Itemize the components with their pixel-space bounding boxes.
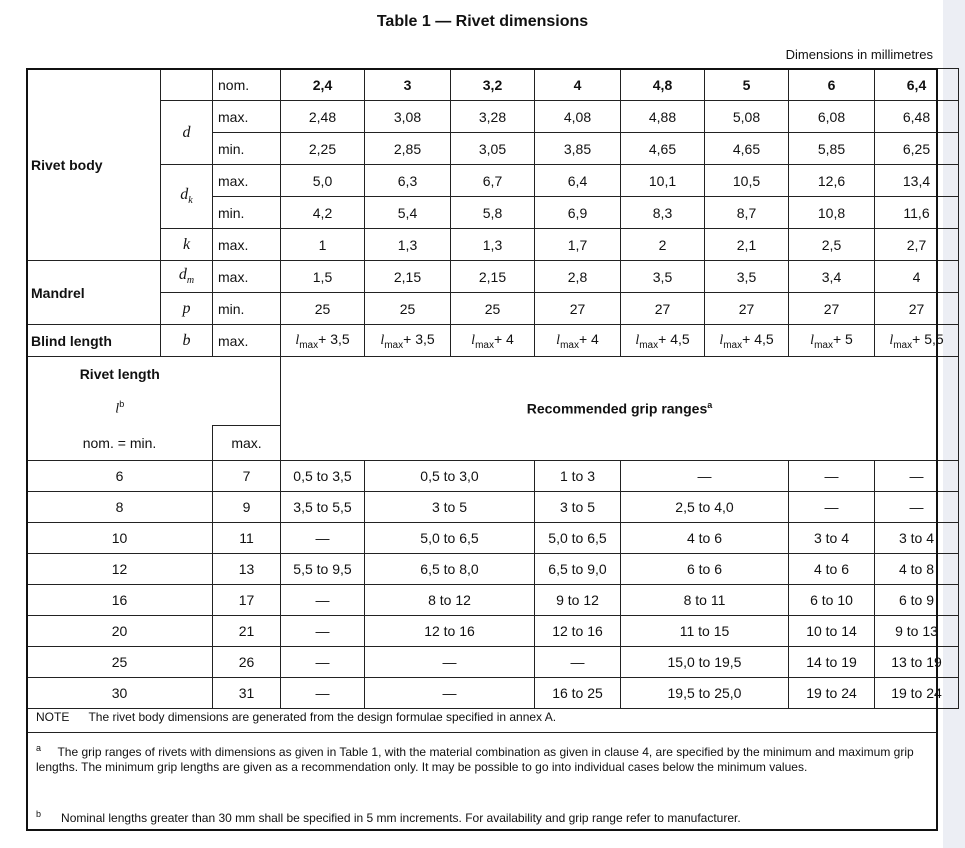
dm-max-cell: 3,4: [789, 261, 875, 293]
rivet-length-symbol-l: l: [115, 401, 120, 417]
grip-range-cell: 0,5 to 3,0: [365, 461, 535, 492]
d-min-cell: 6,25: [875, 133, 959, 165]
qual-min: min.: [213, 197, 281, 229]
blind-l-sub: max: [893, 339, 913, 351]
blind-l: l: [471, 332, 476, 348]
d-max-cell: 6,08: [789, 101, 875, 133]
blind-l: l: [719, 332, 724, 348]
blind-add: + 4: [578, 330, 599, 347]
k-max-cell: 2: [621, 229, 705, 261]
blind-l: l: [295, 332, 300, 348]
dm-max-cell: 1,5: [281, 261, 365, 293]
grip-nom-cell: 8: [27, 492, 213, 523]
dk-min-cell: 10,8: [789, 197, 875, 229]
qual-max: max.: [213, 261, 281, 293]
k-max-cell: 2,1: [705, 229, 789, 261]
nominal-cell: 4: [535, 69, 621, 101]
dimensions-note: Dimensions in millimetres: [785, 47, 933, 62]
blind-l-sub: max: [299, 339, 319, 351]
d-min-cell: 2,25: [281, 133, 365, 165]
grip-range-cell: 9 to 13: [875, 616, 959, 647]
grip-range-cell: —: [789, 492, 875, 523]
dk-min-cell: 11,6: [875, 197, 959, 229]
symbol-b: b: [161, 325, 213, 357]
grip-range-cell: 5,5 to 9,5: [281, 554, 365, 585]
blind-add: + 5,5: [912, 330, 944, 347]
p-min-cell: 25: [451, 293, 535, 325]
blind-add: + 3,5: [318, 330, 350, 347]
grip-nom-cell: 12: [27, 554, 213, 585]
k-max-cell: 1,7: [535, 229, 621, 261]
blind-l-sub: max: [723, 339, 743, 351]
dk-min-cell: 6,9: [535, 197, 621, 229]
p-min-cell: 27: [535, 293, 621, 325]
note-label: NOTE: [36, 710, 70, 724]
blind-add: + 3,5: [403, 330, 435, 347]
blind-add: + 4,5: [742, 330, 774, 347]
symbol-dm-sub: m: [186, 275, 195, 287]
grip-ranges-header-text: Recommended grip ranges: [526, 400, 708, 417]
dm-max-cell: 4: [875, 261, 959, 293]
d-min-cell: 3,85: [535, 133, 621, 165]
grip-nom-cell: 16: [27, 585, 213, 616]
note-text: The rivet body dimensions are generated from the design formulae specified in annex A.: [88, 710, 557, 724]
qual-min: min.: [213, 133, 281, 165]
symbol-d: d: [161, 101, 213, 165]
blind-l: l: [810, 332, 815, 348]
footnote-a-mark: a: [36, 743, 42, 753]
p-min-cell: 27: [875, 293, 959, 325]
grip-max-cell: 7: [213, 461, 281, 492]
grip-range-cell: —: [281, 647, 365, 678]
blind-l-sub: max: [560, 339, 579, 351]
symbol-dk-sub: k: [188, 195, 193, 207]
grip-nom-cell: 25: [27, 647, 213, 678]
symbol-dk-main: d: [180, 186, 189, 204]
blind-add: + 4: [493, 330, 514, 347]
grip-range-cell: 6 to 10: [789, 585, 875, 616]
grip-range-cell: —: [281, 616, 365, 647]
grip-range-cell: 4 to 6: [621, 523, 789, 554]
qual-max: max.: [213, 229, 281, 261]
grip-range-cell: 8 to 12: [365, 585, 535, 616]
grip-max-cell: 26: [213, 647, 281, 678]
grip-range-cell: —: [875, 461, 959, 492]
blind-l: l: [380, 332, 385, 348]
grip-range-cell: —: [365, 678, 535, 709]
d-max-cell: 2,48: [281, 101, 365, 133]
grip-range-cell: 3 to 5: [535, 492, 621, 523]
grip-range-cell: 16 to 25: [535, 678, 621, 709]
d-min-cell: 5,85: [789, 133, 875, 165]
grip-range-cell: 4 to 8: [875, 554, 959, 585]
dm-max-cell: 2,15: [451, 261, 535, 293]
grip-range-cell: 8 to 11: [621, 585, 789, 616]
p-min-cell: 25: [365, 293, 451, 325]
k-max-cell: 1: [281, 229, 365, 261]
blind-l: l: [635, 332, 640, 348]
grip-nom-cell: 20: [27, 616, 213, 647]
grip-range-cell: 0,5 to 3,5: [281, 461, 365, 492]
grip-nom-cell: 6: [27, 461, 213, 492]
grip-max-cell: 9: [213, 492, 281, 523]
nominal-cell: 4,8: [621, 69, 705, 101]
grip-range-cell: 2,5 to 4,0: [621, 492, 789, 523]
grip-max-cell: 31: [213, 678, 281, 709]
grip-range-cell: 6 to 9: [875, 585, 959, 616]
grip-ranges-header-sup: a: [707, 400, 713, 411]
dk-min-cell: 4,2: [281, 197, 365, 229]
group-rivet-body: Rivet body: [27, 69, 161, 261]
blind-l: l: [889, 332, 894, 348]
grip-range-cell: 19 to 24: [875, 678, 959, 709]
p-min-cell: 25: [281, 293, 365, 325]
blind-l-sub: max: [475, 339, 494, 351]
d-max-cell: 4,88: [621, 101, 705, 133]
grip-max-cell: 17: [213, 585, 281, 616]
qual-max: max.: [213, 325, 281, 357]
grip-range-cell: 3 to 4: [875, 523, 959, 554]
d-min-cell: 2,85: [365, 133, 451, 165]
grip-range-cell: 3,5 to 5,5: [281, 492, 365, 523]
k-max-cell: 2,7: [875, 229, 959, 261]
nominal-cell: 5: [705, 69, 789, 101]
dk-max-cell: 6,7: [451, 165, 535, 197]
grip-range-cell: —: [621, 461, 789, 492]
dm-max-cell: 3,5: [621, 261, 705, 293]
qual-nom: nom.: [213, 69, 281, 101]
d-max-cell: 6,48: [875, 101, 959, 133]
dm-max-cell: 2,8: [535, 261, 621, 293]
dk-min-cell: 5,4: [365, 197, 451, 229]
table-title: Table 1 — Rivet dimensions: [376, 13, 589, 30]
dk-max-cell: 5,0: [281, 165, 365, 197]
rivet-length-nom-min: nom. = min.: [27, 426, 213, 461]
symbol-k: k: [161, 229, 213, 261]
d-max-cell: 5,08: [705, 101, 789, 133]
grip-range-cell: 3 to 5: [365, 492, 535, 523]
blind-add: + 5: [832, 330, 853, 347]
footnote-a-text: The grip ranges of rivets with dimensions as given in Table 1, with the material combination as given in clause 4, are specified by the minimum and maximum grip lengths. The minimum grip lengths are given as a recommendation only. It may be possible to go into individual cases below the minimum values.: [36, 745, 914, 774]
rivet-length-max: max.: [213, 426, 281, 461]
grip-nom-cell: 30: [27, 678, 213, 709]
grip-nom-cell: 10: [27, 523, 213, 554]
grip-range-cell: 6,5 to 8,0: [365, 554, 535, 585]
dk-max-cell: 10,5: [705, 165, 789, 197]
d-max-cell: 4,08: [535, 101, 621, 133]
p-min-cell: 27: [789, 293, 875, 325]
grip-range-cell: —: [535, 647, 621, 678]
grip-range-cell: —: [875, 492, 959, 523]
d-max-cell: 3,28: [451, 101, 535, 133]
nominal-cell: 6: [789, 69, 875, 101]
d-min-cell: 3,05: [451, 133, 535, 165]
dk-min-cell: 8,3: [621, 197, 705, 229]
group-blind-length: Blind length: [27, 325, 161, 357]
k-max-cell: 2,5: [789, 229, 875, 261]
grip-range-cell: 4 to 6: [789, 554, 875, 585]
symbol-p: p: [161, 293, 213, 325]
grip-range-cell: —: [281, 678, 365, 709]
dk-min-cell: 5,8: [451, 197, 535, 229]
dk-max-cell: 10,1: [621, 165, 705, 197]
grip-max-cell: 11: [213, 523, 281, 554]
grip-range-cell: 6,5 to 9,0: [535, 554, 621, 585]
blind-l-sub: max: [384, 339, 404, 351]
blind-l: l: [556, 332, 561, 348]
d-max-cell: 3,08: [365, 101, 451, 133]
grip-range-cell: 15,0 to 19,5: [621, 647, 789, 678]
rivet-length-symbol-sup: b: [119, 398, 125, 409]
footnote-b-mark: b: [36, 809, 42, 819]
grip-range-cell: 5,0 to 6,5: [535, 523, 621, 554]
grip-range-cell: —: [365, 647, 535, 678]
grip-range-cell: 9 to 12: [535, 585, 621, 616]
grip-range-cell: 6 to 6: [621, 554, 789, 585]
nominal-cell: 3,2: [451, 69, 535, 101]
table-frame: [26, 68, 938, 831]
grip-range-cell: 19 to 24: [789, 678, 875, 709]
grip-range-cell: —: [281, 523, 365, 554]
grip-range-cell: 11 to 15: [621, 616, 789, 647]
grip-range-cell: 14 to 19: [789, 647, 875, 678]
p-min-cell: 27: [705, 293, 789, 325]
dk-max-cell: 13,4: [875, 165, 959, 197]
dk-min-cell: 8,7: [705, 197, 789, 229]
rivet-length-title: Rivet length: [27, 357, 213, 392]
nominal-cell: 2,4: [281, 69, 365, 101]
nominal-cell: 3: [365, 69, 451, 101]
footnote-b-text: Nominal lengths greater than 30 mm shall be specified in 5 mm increments. For availability and grip range refer to manufacturer.: [61, 811, 741, 825]
grip-range-cell: 5,0 to 6,5: [365, 523, 535, 554]
group-mandrel: Mandrel: [27, 261, 161, 325]
grip-range-cell: 3 to 4: [789, 523, 875, 554]
grip-range-cell: 10 to 14: [789, 616, 875, 647]
blind-add: + 4,5: [658, 330, 690, 347]
nominal-cell: 6,4: [875, 69, 959, 101]
dm-max-cell: 3,5: [705, 261, 789, 293]
grip-range-cell: 12 to 16: [535, 616, 621, 647]
blind-l-sub: max: [639, 339, 659, 351]
grip-range-cell: 19,5 to 25,0: [621, 678, 789, 709]
dk-max-cell: 6,4: [535, 165, 621, 197]
p-min-cell: 27: [621, 293, 705, 325]
qual-min: min.: [213, 293, 281, 325]
grip-range-cell: 13 to 19: [875, 647, 959, 678]
grip-range-cell: 12 to 16: [365, 616, 535, 647]
grip-max-cell: 21: [213, 616, 281, 647]
d-min-cell: 4,65: [705, 133, 789, 165]
grip-range-cell: —: [789, 461, 875, 492]
qual-max: max.: [213, 165, 281, 197]
blind-l-sub: max: [814, 339, 833, 351]
grip-max-cell: 13: [213, 554, 281, 585]
grip-range-cell: 1 to 3: [535, 461, 621, 492]
k-max-cell: 1,3: [365, 229, 451, 261]
k-max-cell: 1,3: [451, 229, 535, 261]
grip-range-cell: —: [281, 585, 365, 616]
dk-max-cell: 12,6: [789, 165, 875, 197]
dm-max-cell: 2,15: [365, 261, 451, 293]
qual-max: max.: [213, 101, 281, 133]
dk-max-cell: 6,3: [365, 165, 451, 197]
symbol-dm-main: d: [178, 266, 187, 284]
d-min-cell: 4,65: [621, 133, 705, 165]
